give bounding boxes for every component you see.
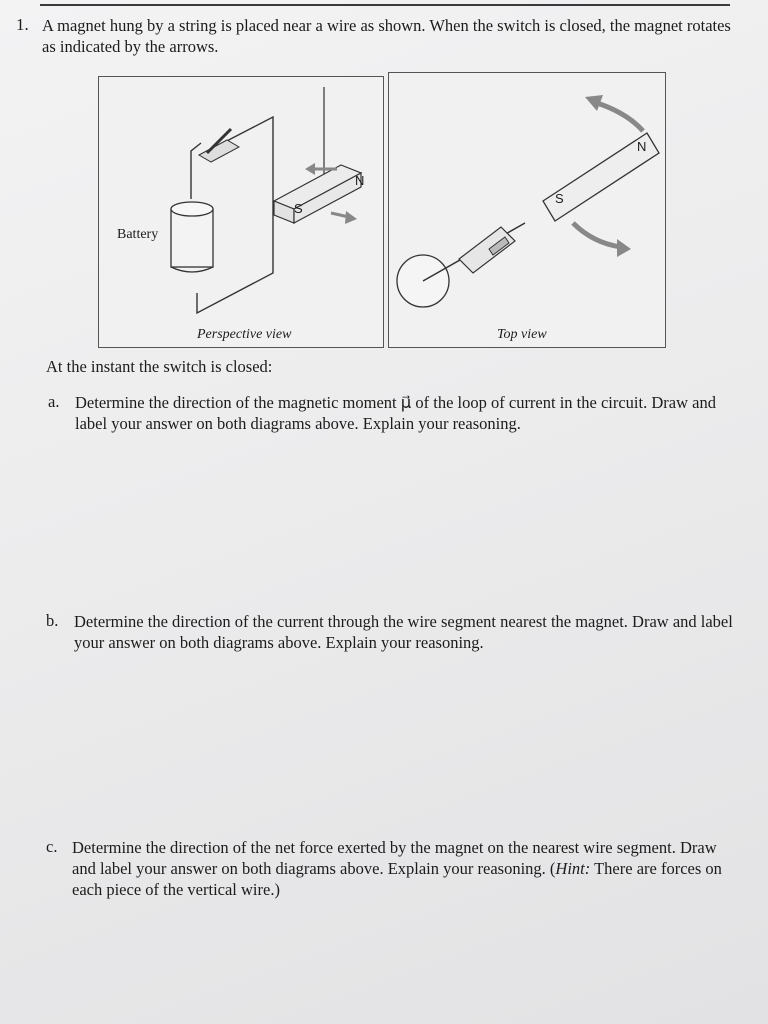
question-number: 1.: [16, 15, 29, 34]
top-rule: [40, 4, 730, 6]
north-pole-label: N: [355, 173, 365, 188]
part-b-letter: b.: [46, 611, 59, 630]
part-c-letter: c.: [46, 837, 58, 856]
wire-to-battery: [191, 143, 201, 199]
part-c-hint-label: Hint:: [555, 859, 591, 878]
north-pole-label-top: N: [637, 139, 647, 154]
top-view-figure: [388, 72, 666, 348]
battery: [171, 202, 213, 272]
part-a-text: Determine the direction of the magnetic moment μ⃗ of the loop of current in the circuit. Draw and label your answer on both diagrams above. Explain your reasoning.: [75, 393, 716, 433]
part-c-hint-text: There are forces on each piece of the vertical wire.): [72, 859, 722, 899]
perspective-view-figure: [98, 76, 384, 348]
switch-top: [459, 227, 515, 273]
part-b-text: Determine the direction of the current through the wire segment nearest the magnet. Draw and label your answer on both diagrams above. Explain your reasoning.: [74, 612, 733, 652]
battery-label: Battery: [117, 227, 159, 242]
south-pole-label: S: [294, 201, 303, 216]
instant-text: At the instant the switch is closed:: [46, 357, 273, 376]
south-pole-label-top: S: [555, 191, 564, 206]
part-c-main: Determine the direction of the net force exerted by the magnet on the nearest wire segment. Draw and label your answer on both diagrams above. Explain your reasoning. (: [72, 838, 717, 878]
top-view-caption: Top view: [497, 327, 547, 342]
perspective-view-caption: Perspective view: [197, 327, 292, 342]
part-a-letter: a.: [48, 392, 60, 411]
part-c-text: [72, 837, 742, 900]
top-view-diagram: [389, 73, 665, 347]
switch: [199, 129, 239, 162]
perspective-view-diagram: [99, 77, 383, 347]
question-text: A magnet hung by a string is placed near a wire as shown. When the switch is closed, the magnet rotates as indicated by the arrows.: [42, 16, 731, 56]
